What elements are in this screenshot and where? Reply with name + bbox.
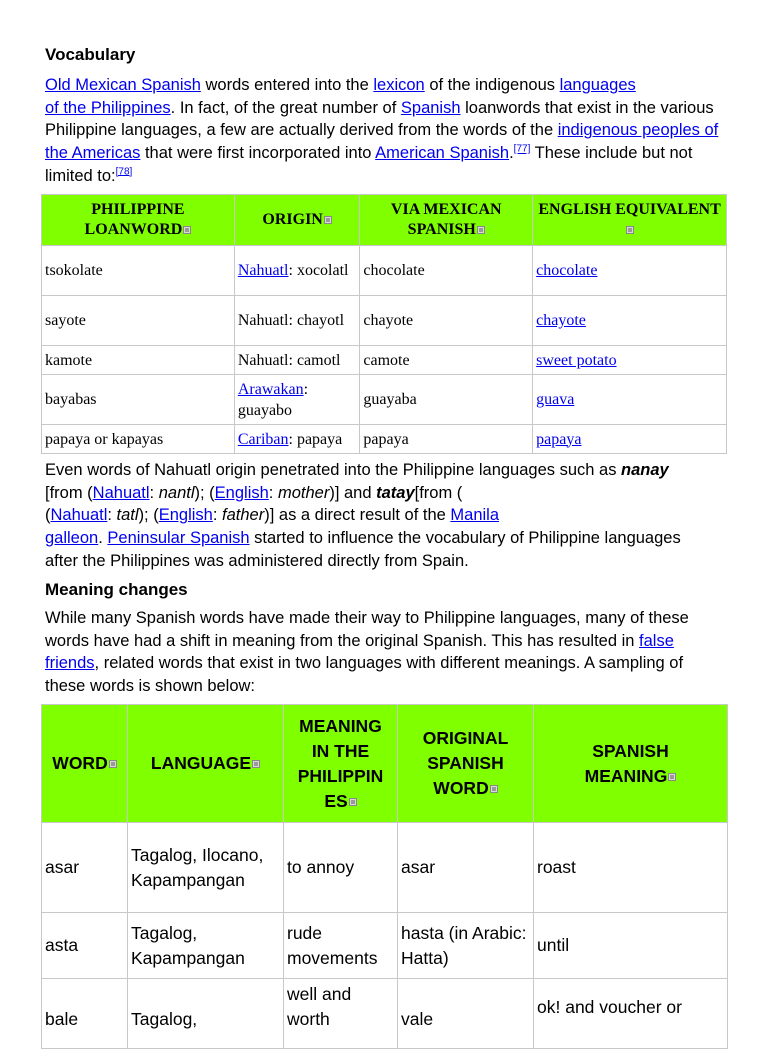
- text: . In fact, of the great number of: [170, 98, 401, 117]
- section-heading-meaning-changes: Meaning changes: [45, 580, 188, 599]
- text: of the Philippines: [45, 98, 171, 117]
- cell-english: [533, 246, 727, 296]
- table-row: [42, 823, 728, 913]
- link-old-mexican-spanish[interactable]: Old Mexican Spanish: [45, 76, 201, 94]
- cell-meaning-ph: well and worth: [284, 979, 398, 1049]
- text: )] as a direct result of the: [264, 506, 451, 525]
- table-header[interactable]: [534, 705, 728, 823]
- link-cariban[interactable]: Cariban: [237, 430, 289, 448]
- table-header[interactable]: [398, 705, 534, 823]
- cell-meaning-ph: to annoy: [284, 823, 398, 913]
- cell-english: [533, 296, 727, 346]
- text: ORIGIN: [262, 211, 323, 228]
- cell-spanish-meaning: [534, 979, 728, 1049]
- link-nahuatl[interactable]: Nahuatl: [92, 483, 150, 502]
- link-arawakan[interactable]: Arawakan: [237, 380, 304, 398]
- sort-icon[interactable]: [626, 226, 634, 234]
- table-header[interactable]: [42, 195, 235, 246]
- link-english[interactable]: English: [214, 483, 269, 502]
- text: SPANISH: [592, 740, 669, 761]
- text: vale: [401, 1009, 434, 1029]
- cell-spanish-meaning: roast: [534, 823, 728, 913]
- cell-origin: [234, 246, 360, 296]
- cell-via: chayote: [360, 296, 533, 346]
- link-guava[interactable]: guava: [536, 391, 575, 408]
- link-spanish[interactable]: Spanish: [400, 98, 461, 117]
- text: ok! and voucher or: [537, 997, 682, 1017]
- paragraph-vocabulary-intro: [45, 74, 735, 188]
- table-header[interactable]: [533, 195, 727, 246]
- text: languages: [559, 76, 636, 94]
- link-indigenous-peoples[interactable]: indigenous peoples of the Americas: [45, 121, 719, 163]
- table-row: [42, 375, 727, 425]
- meaning-changes-table: [41, 704, 728, 1049]
- cell-origin: Nahuatl: chayotl: [234, 296, 360, 346]
- text: SPANISH: [427, 753, 504, 773]
- link-false-friends[interactable]: false friends: [45, 631, 674, 673]
- cell-word: asar: [42, 823, 128, 913]
- cell-loanword: sayote: [42, 296, 235, 346]
- text: , related words that exist in two languages with different meanings. A sampling of these words is shown below:: [45, 654, 684, 696]
- cell-loanword: kamote: [42, 346, 235, 375]
- term-mother: mother: [277, 483, 330, 502]
- cell-language: Tagalog, Kapampangan: [128, 913, 284, 979]
- text: :: [107, 506, 117, 525]
- table-row: [42, 346, 727, 375]
- table-row: [42, 979, 728, 1049]
- cell-language: Tagalog, Ilocano, Kapampangan: [128, 823, 284, 913]
- cell-english: [533, 425, 727, 454]
- text: [from (: [414, 483, 463, 502]
- sort-icon[interactable]: [477, 226, 485, 234]
- table-row: [42, 296, 727, 346]
- sort-icon[interactable]: [252, 760, 260, 768]
- cell-loanword: papaya or kapayas: [42, 425, 235, 454]
- table-row: [42, 246, 727, 296]
- loanword-table: [41, 194, 727, 454]
- link-american-spanish[interactable]: American Spanish: [375, 144, 510, 163]
- text: Even words of Nahuatl origin penetrated into the Philippine languages such as: [45, 461, 622, 479]
- link-chayote[interactable]: chayote: [536, 312, 586, 329]
- text: ); (: [138, 506, 159, 525]
- cell-origin: [234, 375, 360, 425]
- cell-origin: Nahuatl: camotl: [234, 346, 360, 375]
- reference-78[interactable]: [78]: [115, 166, 133, 178]
- table-header[interactable]: [128, 705, 284, 823]
- cell-spanish-meaning: until: [534, 913, 728, 979]
- cell-english: [533, 375, 727, 425]
- text: .: [98, 529, 108, 548]
- text: :: [268, 483, 278, 502]
- text: Tagalog,: [131, 1009, 198, 1029]
- text: MEANING: [299, 715, 382, 736]
- sort-icon[interactable]: [183, 226, 191, 234]
- cell-english: [533, 346, 727, 375]
- text: : guayabo: [237, 380, 309, 419]
- text: ORIGINAL: [422, 728, 509, 748]
- term-tatl: tatl: [116, 506, 139, 525]
- sort-icon[interactable]: [109, 760, 117, 768]
- table-header[interactable]: [234, 195, 360, 246]
- term-nanay: nanay: [621, 461, 669, 479]
- cell-via: papaya: [360, 425, 533, 454]
- table-row: [42, 425, 727, 454]
- text: Manila: [450, 506, 500, 525]
- term-father: father: [222, 506, 265, 525]
- text: )] and: [329, 483, 377, 502]
- text: started to influence the vocabulary of Philippine languages after the Philippines was administered directly from Spain.: [45, 529, 681, 570]
- sort-icon[interactable]: [349, 798, 357, 806]
- text: PHILIPPINE LOANWORD: [84, 201, 185, 238]
- text: WORD: [433, 778, 489, 798]
- link-peninsular-spanish[interactable]: Peninsular Spanish: [107, 529, 250, 548]
- link-nahuatl[interactable]: Nahuatl: [237, 262, 289, 279]
- text: of the indigenous: [424, 76, 560, 94]
- cell-language: [128, 979, 284, 1049]
- text: :: [149, 483, 159, 502]
- text: words entered into the: [200, 76, 374, 94]
- cell-meaning-ph: rude movements: [284, 913, 398, 979]
- table-header[interactable]: [284, 705, 398, 823]
- cell-via: chocolate: [360, 246, 533, 296]
- link-english[interactable]: English: [158, 506, 213, 525]
- text: ENGLISH EQUIVALENT: [538, 201, 721, 218]
- text: bale: [45, 1009, 79, 1029]
- text: MEANING: [584, 765, 668, 786]
- text: ); (: [194, 483, 215, 502]
- table-header[interactable]: [360, 195, 533, 246]
- text: While many Spanish words have made their way to Philippine languages, many of these words have had a shift in meaning from the original Spanish. This has resulted in: [45, 609, 689, 650]
- cell-word: asta: [42, 913, 128, 979]
- table-row: [42, 913, 728, 979]
- cell-original: [398, 979, 534, 1049]
- text: loanwords that exist in the various Philippine languages, a few are actually derived from the words of the: [45, 98, 714, 140]
- text: ES: [324, 790, 348, 811]
- reference-77[interactable]: [77]: [513, 143, 531, 155]
- sort-icon[interactable]: [668, 773, 676, 781]
- text: : papaya: [288, 430, 343, 448]
- section-heading-vocabulary: Vocabulary: [45, 45, 136, 64]
- text: These include but not limited to:: [45, 144, 693, 185]
- text: that were first incorporated into: [140, 144, 376, 163]
- text: WORD: [52, 753, 108, 773]
- cell-word: [42, 979, 128, 1049]
- cell-via: guayaba: [360, 375, 533, 425]
- text: IN THE: [311, 740, 370, 761]
- link-sweet-potato[interactable]: sweet potato: [536, 351, 617, 369]
- text: LANGUAGE: [150, 753, 252, 773]
- paragraph-meaning-changes: [45, 607, 725, 698]
- link-nahuatl[interactable]: Nahuatl: [50, 506, 108, 525]
- cell-via: camote: [360, 346, 533, 375]
- table-header[interactable]: [42, 705, 128, 823]
- text: [from (: [45, 483, 93, 502]
- text: :: [212, 506, 223, 525]
- text: VIA MEXICAN SPANISH: [390, 201, 502, 238]
- link-papaya[interactable]: papaya: [536, 430, 582, 448]
- cell-loanword: tsokolate: [42, 246, 235, 296]
- cell-original: hasta (in Arabic: Hatta): [398, 913, 534, 979]
- cell-origin: [234, 425, 360, 454]
- cell-loanword: bayabas: [42, 375, 235, 425]
- text: galleon: [45, 529, 99, 548]
- cell-original: asar: [398, 823, 534, 913]
- term-nantl: nantl: [158, 483, 195, 502]
- link-chocolate[interactable]: chocolate: [536, 262, 598, 279]
- sort-icon[interactable]: [324, 216, 332, 224]
- term-tatay: tatay: [376, 483, 415, 502]
- link-lexicon[interactable]: lexicon: [373, 76, 425, 94]
- paragraph-nahuatl-origin: Even words of Nahuatl origin penetrated into the Philippine languages such as nanay [from (Nahuatl: nantl); (English: mother)] and tatay[from ( (Nahuatl: tatl); (English: father)] as a direct result of the Manila galleon. Peninsular Spanish started to influence the vocabulary of Philippine languages after the Philippines was administered directly from Spain.: [45, 461, 681, 570]
- text: PHILIPPIN: [297, 765, 384, 786]
- text: .: [509, 144, 514, 163]
- text: : xocolatl: [288, 262, 349, 279]
- sort-icon[interactable]: [490, 785, 498, 793]
